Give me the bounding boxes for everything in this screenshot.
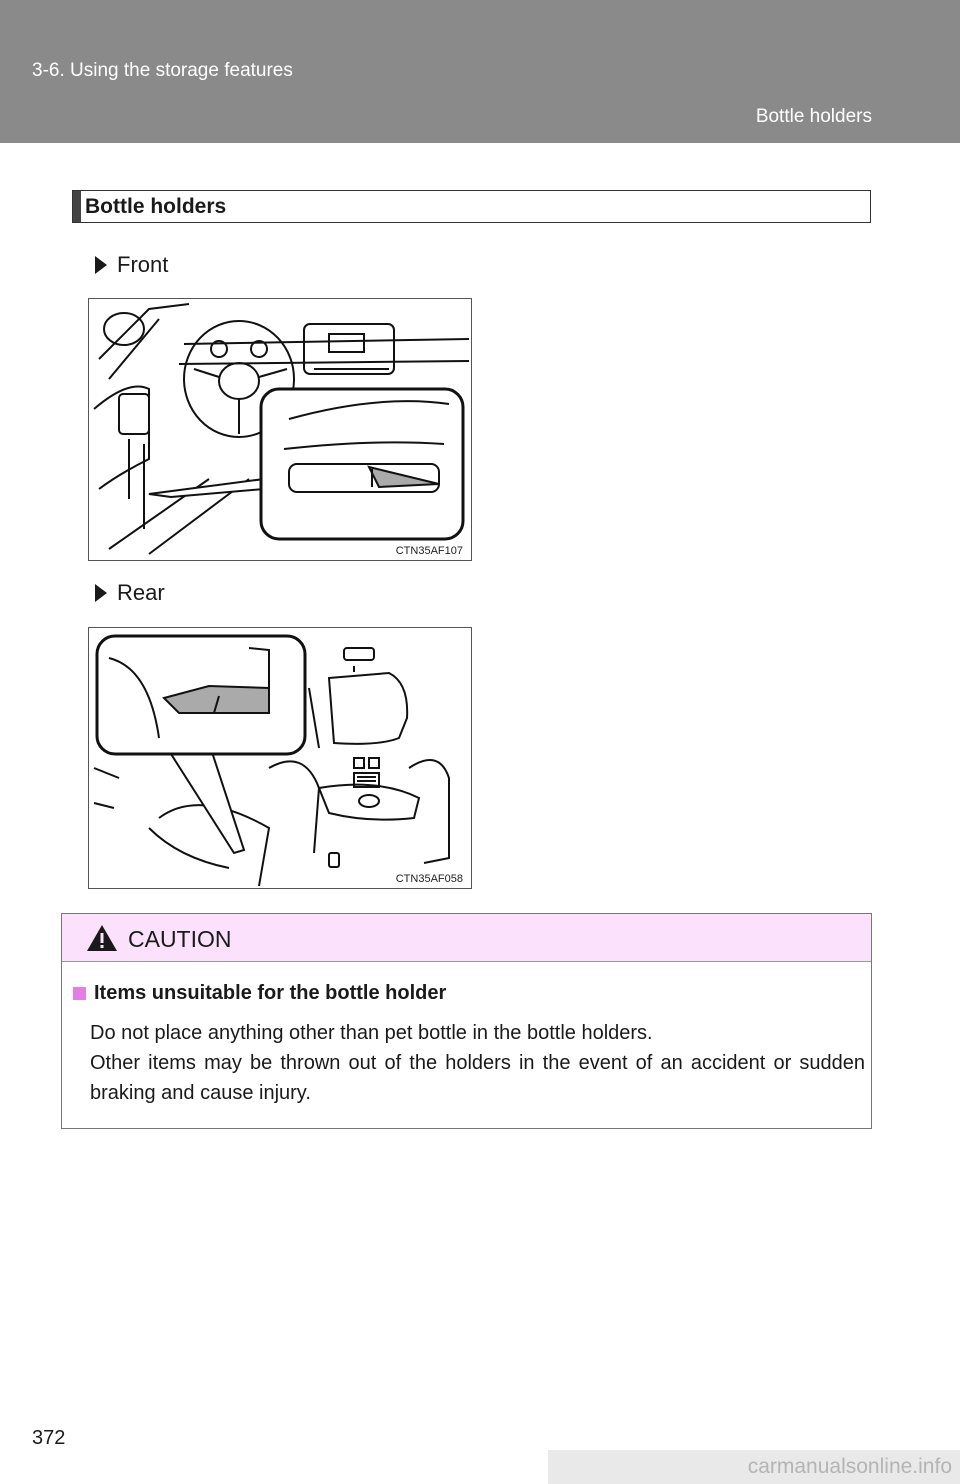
caution-box [61, 913, 872, 1129]
caution-body-line: Do not place anything other than pet bottle in the bottle holders. [90, 1022, 653, 1044]
watermark [548, 1450, 960, 1484]
caution-body [90, 1018, 865, 1108]
section-title: 3-6. Using the storage features [32, 60, 293, 81]
figure-front [88, 298, 472, 561]
square-bullet-icon [73, 987, 86, 1000]
figure-code: CTN35AF058 [395, 873, 463, 885]
watermark-text: carmanualsonline.info [747, 1455, 952, 1478]
figure-label-text: Rear [117, 580, 165, 605]
page-number: 372 [32, 1427, 66, 1449]
caution-item-title-text: Items unsuitable for the bottle holder [94, 982, 447, 1004]
caution-item-title [73, 982, 446, 1005]
dashboard-bottle-holder-illustration-icon [89, 299, 471, 560]
caution-header [62, 914, 871, 962]
triangle-bullet-icon [95, 256, 107, 274]
rear-console-bottle-holder-illustration-icon [89, 628, 471, 888]
section-heading: Bottle holders [85, 195, 227, 218]
topic-title: Bottle holders [755, 106, 872, 127]
figure-label-rear [95, 580, 165, 606]
page-header [0, 0, 960, 143]
figure-rear [88, 627, 472, 889]
caution-body-line: Other items may be thrown out of the holders in the event of an accident or sudden braking and cause injury. [90, 1052, 865, 1104]
figure-label-front [95, 252, 168, 278]
heading-accent-bar [73, 191, 81, 222]
caution-heading: CAUTION [128, 926, 232, 952]
figure-code: CTN35AF107 [395, 545, 463, 557]
section-heading-box [72, 190, 871, 223]
figure-label-text: Front [117, 252, 169, 277]
triangle-bullet-icon [95, 584, 107, 602]
warning-triangle-icon [86, 924, 118, 952]
